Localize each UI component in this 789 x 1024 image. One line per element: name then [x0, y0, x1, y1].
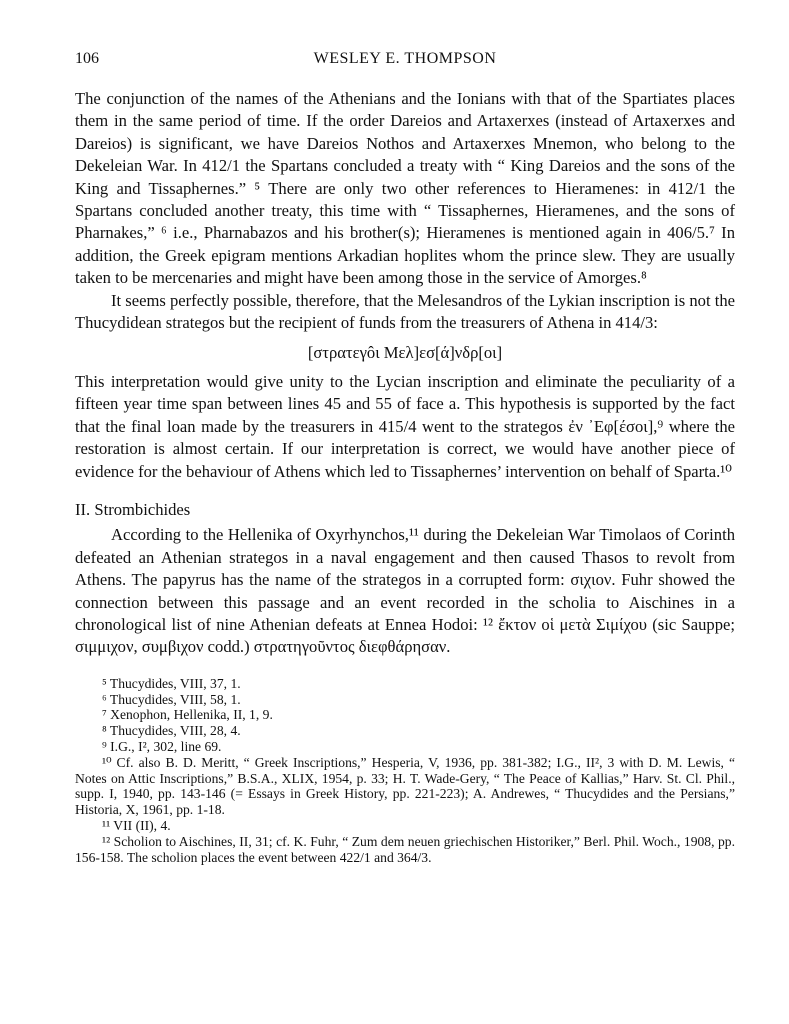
greek-restoration-line: [στρατεγôι Μελ]εσ[ά]νδρ[οι]	[307, 343, 503, 363]
footnote-9: ⁹ I.G., I², 302, line 69.	[102, 738, 222, 754]
footnote-8: ⁸ Thucydides, VIII, 28, 4.	[102, 723, 241, 739]
page-number: 106	[75, 50, 99, 67]
paragraph-athenians-ionians: The conjunction of the names of the Athenians and the Ionians with that of the Spartiates places them in the same period of time. If the order Dareios and Artaxerxes (instead of Artaxerxes and Dareios) is significant, we have Dareios Nothos and Artaxerxes Mnemon, who belong to the Dekeleian War. In 412/1 the Spartans concluded a treaty with “ King Dareios and the sons of the King and Tissaphernes.” ⁵ There are only two other references to Hieramenes: in 412/1 the Spartans concluded another treaty, this time with “ Tissaphernes, Hieramenes, and the sons of Pharnakes,” ⁶ i.e., Pharnabazos and his brother(s); Hieramenes is mentioned again in 406/5.⁷ In addition, the Greek epigram mentions Arkadian hoplites whom the prince slew. They are usually taken to be mercenaries and might have been among those in the service of Amorges.⁸	[75, 89, 735, 288]
footnote-12: ¹² Scholion to Aischines, II, 31; cf. K. Fuhr, “ Zum dem neuen griechischen Historiker,” Berl. Phil. Woch., 1908, pp. 156-158. The scholion places the event between 422/1 and 364/3.	[75, 833, 735, 865]
section-heading-strombichides: II. Strombichides	[75, 499, 191, 519]
footnote-11: ¹¹ VII (II), 4.	[102, 817, 171, 833]
paragraph-interpretation: This interpretation would give unity to the Lycian inscription and eliminate the peculiarity of a fifteen year time span between lines 45 and 55 of face a. This hypothesis is supported by the fact that the final loan made by the treasurers in 415/4 went to the strategos ἐν ᾽Εφ[έσοι],⁹ where the restoration is almost certain. If our interpretation is correct, we would have another piece of evidence for the behaviour of Athens which led to Tissaphernes’ intervention on behalf of Sparta.¹⁰	[75, 371, 735, 481]
footnote-5: ⁵ Thucydides, VIII, 37, 1.	[102, 675, 241, 691]
paragraph-melesandros: It seems perfectly possible, therefore, that the Melesandros of the Lykian inscription is not the Thucydidean strategos but the recipient of funds from the treasurers of Athena in 414/3:	[75, 290, 735, 333]
footnote-10: ¹⁰ Cf. also B. D. Meritt, “ Greek Inscriptions,” Hesperia, V, 1936, pp. 381-382; I.G., II², 3 with D. M. Lewis, “ Notes on Attic Inscriptions,” B.S.A., XLIX, 1954, p. 33; H. T. Wade-Gery, “ The Peace of Kallias,” Harv. St. Cl. Phil., supp. I, 1940, pp. 143-146 (= Essays in Greek History, pp. 221-223); A. Andrewes, “ Thucydides and the Persians,” Historia, X, 1961, pp. 1-18.	[75, 754, 735, 818]
footnote-7: ⁷ Xenophon, Hellenika, II, 1, 9.	[102, 707, 273, 723]
page-header	[75, 50, 735, 72]
footnote-6: ⁶ Thucydides, VIII, 58, 1.	[102, 691, 241, 707]
paragraph-hellenika: According to the Hellenika of Oxyrhynchos,¹¹ during the Dekeleian War Timolaos of Corinth defeated an Athenian strategos in a naval engagement and then caused Thasos to revolt from Athens. The papyrus has the name of the strategos in a corrupted form: σιχιον. Fuhr showed the connection between this passage and an event recorded in the scholia to Aischines in a chronological list of nine Athenian defeats at Ennea Hodoi: ¹² ἔκτον οἱ μετὰ Σιμίχου (sic Sauppe; σιμμιχον, συμβιχον codd.) στρατηγοῦντος διεφθάρησαν.	[75, 525, 735, 657]
footnotes	[75, 676, 735, 866]
running-head: WESLEY E. THOMPSON	[313, 50, 497, 67]
